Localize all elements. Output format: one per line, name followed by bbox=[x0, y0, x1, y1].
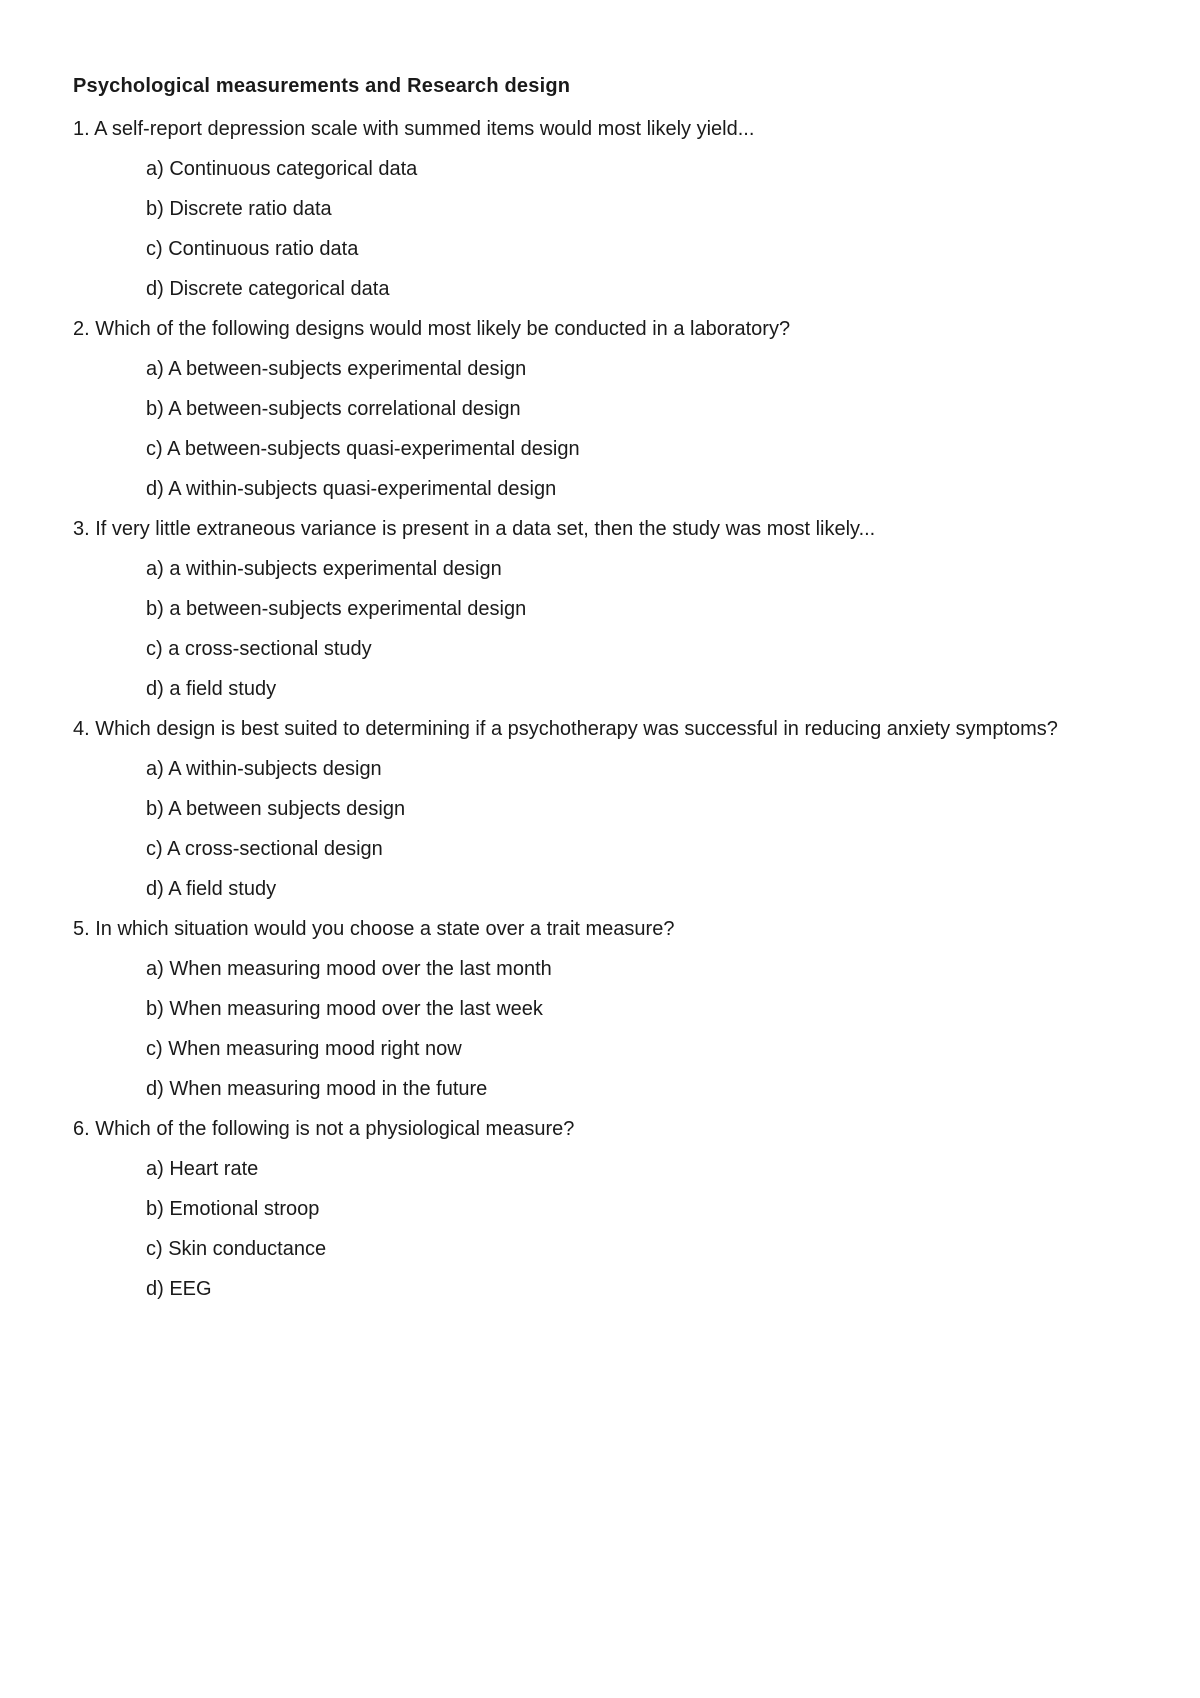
answer-option-c: c) Continuous ratio data bbox=[146, 238, 359, 260]
answer-options bbox=[73, 752, 1083, 912]
answer-option-b: b) A between subjects design bbox=[146, 798, 406, 820]
document-page bbox=[73, 68, 1083, 1312]
question-text: 3. If very little extraneous variance is present in a data set, then the study was most likely... bbox=[73, 518, 876, 540]
answer-option-a: a) A within-subjects design bbox=[146, 758, 382, 780]
question-4 bbox=[73, 712, 1083, 912]
answer-option-b: b) When measuring mood over the last week bbox=[146, 998, 543, 1020]
question-text: 2. Which of the following designs would most likely be conducted in a laboratory? bbox=[73, 318, 791, 340]
answer-option-c: c) When measuring mood right now bbox=[146, 1038, 462, 1060]
question-5 bbox=[73, 912, 1083, 1112]
answer-option-a: a) When measuring mood over the last month bbox=[146, 958, 552, 980]
question-6 bbox=[73, 1112, 1083, 1312]
answer-options bbox=[73, 1152, 1083, 1312]
answer-option-b: b) a between-subjects experimental design bbox=[146, 598, 527, 620]
answer-option-b: b) Emotional stroop bbox=[146, 1198, 320, 1220]
question-1 bbox=[73, 112, 1083, 312]
question-text: 5. In which situation would you choose a state over a trait measure? bbox=[73, 918, 675, 940]
answer-option-c: c) a cross-sectional study bbox=[146, 638, 372, 660]
answer-option-d: d) A field study bbox=[146, 878, 277, 900]
answer-options bbox=[73, 952, 1083, 1112]
answer-option-c: c) A between-subjects quasi-experimental design bbox=[146, 438, 580, 460]
question-text: 1. A self-report depression scale with summed items would most likely yield... bbox=[73, 118, 755, 140]
question-3 bbox=[73, 512, 1083, 712]
answer-option-c: c) Skin conductance bbox=[146, 1238, 327, 1260]
answer-option-a: a) a within-subjects experimental design bbox=[146, 558, 502, 580]
question-text: 4. Which design is best suited to determining if a psychotherapy was successful in reducing anxiety symptoms? bbox=[73, 718, 1058, 740]
answer-option-d: d) When measuring mood in the future bbox=[146, 1078, 488, 1100]
answer-option-d: d) Discrete categorical data bbox=[146, 278, 390, 300]
answer-option-d: d) a field study bbox=[146, 678, 277, 700]
answer-options bbox=[73, 152, 1083, 312]
answer-option-a: a) A between-subjects experimental design bbox=[146, 358, 527, 380]
question-2 bbox=[73, 312, 1083, 512]
answer-option-a: a) Continuous categorical data bbox=[146, 158, 418, 180]
answer-option-a: a) Heart rate bbox=[146, 1158, 259, 1180]
answer-option-d: d) EEG bbox=[146, 1278, 212, 1300]
answer-option-d: d) A within-subjects quasi-experimental design bbox=[146, 478, 557, 500]
document-title: Psychological measurements and Research design bbox=[73, 75, 571, 97]
question-text: 6. Which of the following is not a physiological measure? bbox=[73, 1118, 575, 1140]
answer-options bbox=[73, 352, 1083, 512]
answer-options bbox=[73, 552, 1083, 712]
answer-option-b: b) Discrete ratio data bbox=[146, 198, 332, 220]
answer-option-c: c) A cross-sectional design bbox=[146, 838, 383, 860]
answer-option-b: b) A between-subjects correlational design bbox=[146, 398, 521, 420]
